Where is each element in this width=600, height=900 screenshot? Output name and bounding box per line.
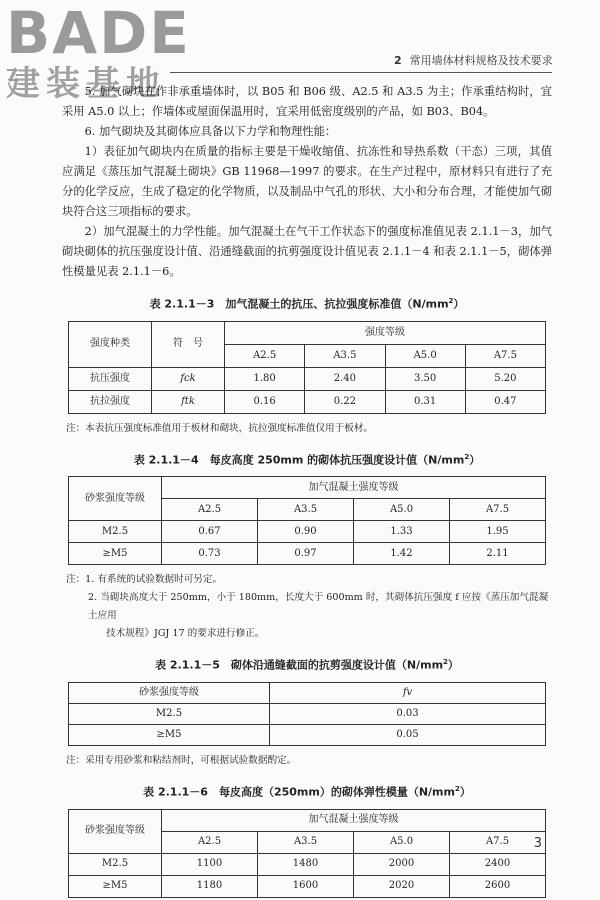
table-header: A5.0: [385, 344, 465, 367]
table-note-3: 注：本表抗压强度标准值用于板材和砌块，抗拉强度标准值仅用于板材。: [66, 422, 373, 434]
table-note-5: 注：采用专用砂浆和粘结剂时，可根据试验数据酌定。: [66, 754, 297, 766]
table-header: A3.5: [258, 831, 354, 853]
paragraph-6-1: 1）表征加气砌块内在质量的指标主要是干燥收缩值、抗冻性和导热系数（干态）三项，其值应满足《蒸压加气混凝土砌块》GB 11968—1997 的要求。在生产过程中，原材料只有进行了充分的化学反应，生成了稳定的化学物质，以及制品中气孔的形状、大小和分布合理，才能使加气砌块符合这三项指标的要求。: [62, 145, 552, 218]
table-row: 抗拉强度 ftk 0.16 0.22 0.31 0.47: [69, 390, 546, 413]
table-row: M2.5 0.03: [69, 703, 546, 724]
table-header: 强度种类: [69, 321, 152, 367]
table-header: A2.5: [162, 831, 258, 853]
header-rule: [170, 72, 552, 73]
table-row: ≥M5 1180 1600 2020 2600: [69, 875, 546, 897]
table-header: 砂浆强度等级: [69, 682, 270, 703]
table-header: 砂浆强度等级: [69, 809, 162, 853]
table-header: A2.5: [225, 344, 305, 367]
running-header: [394, 52, 553, 68]
table-header: 加气混凝土强度等级: [162, 809, 546, 831]
table-caption-3: 表 2.1.1－3 加气混凝土的抗压、抗拉强度标准值$(N/mm^2)$: [149, 297, 465, 311]
table-header: fv: [270, 682, 546, 703]
table-caption-4: 表 2.1.1－4 每皮高度 250mm 的砌体抗压强度设计值$(N/mm^2)$: [133, 452, 481, 467]
table-row: 抗压强度 fck 1.80 2.40 3.50 5.20: [69, 367, 546, 390]
compressive-design-table: [68, 476, 546, 565]
table-row: M2.5 0.67 0.90 1.33 1.95: [69, 521, 546, 543]
table-header: 加气混凝土强度等级: [162, 477, 546, 499]
elastic-modulus-table: [68, 809, 546, 898]
table-caption-6: 表 2.1.1－6 每皮高度（250mm）的砌体弹性模量$(N/mm^2)$: [143, 784, 471, 799]
table-header: A5.0: [354, 499, 450, 521]
table-row: M2.5 1100 1480 2000 2400: [69, 853, 546, 875]
paragraph-6-2: 2）加气混凝土的力学性能。加气混凝土在气干工作状态下的强度标准值见表 2.1.1－3，加气砌块砌体的抗压强度设计值、沿通缝截面的抗剪强度设计值见表 2.1.1－4 和表 2.1.1－5，砌体弹性模量见表 2.1.1－6。: [62, 225, 552, 278]
logo-text-cn: 建装基地: [6, 64, 166, 104]
table-header: A7.5: [465, 344, 545, 367]
table-note-4: 注：1. 有系统的试验数据时可另定。 2. 当砌块高度大于 250mm，小于 180mm，长度大于 600mm 时，其砌体抗压强度 f 应按《蒸压加气混凝土应用 技术规程》JGJ 17 的要求进行修正。: [66, 574, 549, 640]
table-row: ≥M5 0.73 0.97 1.42 2.11: [69, 543, 546, 565]
page-number: 3: [533, 836, 542, 851]
table-header: A5.0: [354, 831, 450, 853]
table-row: ≥M5 0.05: [69, 724, 546, 745]
table-header: A3.5: [305, 344, 385, 367]
table-header: A2.5: [162, 499, 258, 521]
table-header: 强度等级: [225, 321, 546, 344]
chapter-title: 常用墙体材料规格及技术要求: [409, 54, 553, 67]
page-body: [62, 82, 552, 898]
paragraph-5: 5. 加气砌块在作非承重墙体时，以 B05 和 B06 级、A2.5 和 A3.5 为主；作承重结构时，宜采用 A5.0 以上；作墙体或屋面保温用时，宜采用低密度级别的产品，如 B03、B04。: [62, 85, 552, 118]
chapter-number: 2: [394, 54, 402, 67]
table-caption-5: 表 2.1.1－5 砌体沿通缝截面的抗剪强度设计值$(N/mm^2)$: [155, 658, 459, 672]
logo-text-en: BADE: [6, 0, 191, 67]
table-header: A7.5: [450, 831, 546, 853]
table-header: 砂浆强度等级: [69, 477, 162, 521]
strength-standard-table: [68, 321, 546, 414]
paragraph-6: 6. 加气砌块及其砌体应具备以下力学和物理性能：: [84, 125, 337, 138]
table-header: A3.5: [258, 499, 354, 521]
shear-design-table: [68, 682, 546, 746]
table-header: A7.5: [450, 499, 546, 521]
table-header: 符 号: [152, 321, 225, 367]
